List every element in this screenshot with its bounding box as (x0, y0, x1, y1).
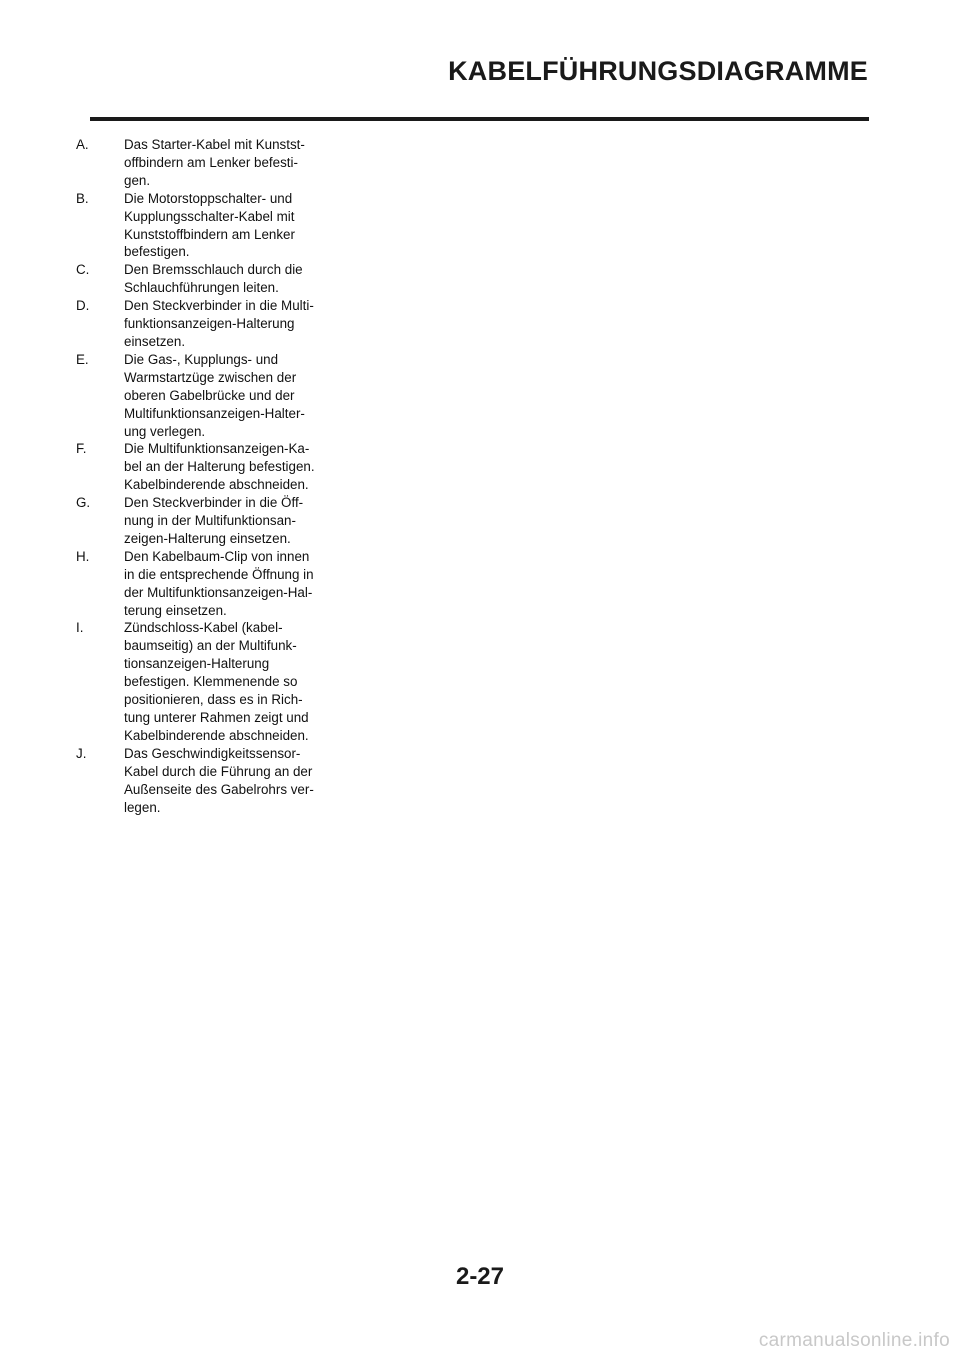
list-item (76, 619, 346, 744)
list-item (76, 136, 346, 190)
item-text: Die Motorstoppschalter- und Kupplungsschalter-Kabel mit Kunststoffbindern am Lenker befestigen. (124, 190, 295, 260)
item-text: Den Steckverbinder in die Multi- funktionsanzeigen-Halterung einsetzen. (124, 298, 314, 349)
item-marker: H. (76, 548, 90, 564)
item-marker: F. (76, 441, 87, 457)
item-marker: D. (76, 298, 90, 314)
list-item (76, 494, 346, 548)
item-text: Zündschloss-Kabel (kabel- baumseitig) an der Multifunk- tionsanzeigen-Halterung befestigen. Klemmenende so positionieren, dass es in Rich- tung unterer Rahmen zeigt und Kabelbinderende abschneiden. (124, 620, 309, 743)
item-marker: C. (76, 262, 90, 278)
item-text: Die Multifunktionsanzeigen-Ka- bel an der Halterung befestigen. Kabelbinderende abschneiden. (124, 441, 315, 493)
watermark: carmanualsonline.info (758, 1330, 950, 1351)
list-item (76, 745, 346, 817)
item-marker: I. (76, 620, 84, 636)
title-divider (90, 117, 869, 121)
list-item (76, 548, 346, 620)
item-text: Den Steckverbinder in die Öff- nung in der Multifunktionsan- zeigen-Halterung einsetzen. (124, 495, 304, 546)
item-marker: E. (76, 351, 89, 367)
item-text: Den Kabelbaum-Clip von innen in die entsprechende Öffnung in der Multifunktionsanzeigen-Hal- terung einsetzen. (124, 548, 314, 618)
item-text: Das Starter-Kabel mit Kunstst- offbindern am Lenker befesti- gen. (124, 137, 305, 188)
item-marker: A. (76, 137, 89, 152)
list-item (76, 261, 346, 297)
item-marker: G. (76, 495, 91, 511)
item-marker: J. (76, 745, 87, 761)
list-item (76, 297, 346, 351)
item-text: Das Geschwindigkeitssensor- Kabel durch die Führung an der Außenseite des Gabelrohrs ver- legen. (124, 745, 314, 815)
page-title: KABELFÜHRUNGSDIAGRAMME (448, 56, 868, 86)
item-text: Den Bremsschlauch durch die Schlauchführungen leiten. (124, 262, 303, 296)
list-item (76, 190, 346, 262)
instruction-list (76, 136, 346, 816)
item-text: Die Gas-, Kupplungs- und Warmstartzüge zwischen der oberen Gabelbrücke und der Multifunktionsanzeigen-Halter- ung verlegen. (124, 351, 305, 439)
list-item (76, 351, 346, 441)
page-number: 2-27 (455, 1263, 505, 1290)
list-item (76, 440, 346, 494)
item-marker: B. (76, 190, 89, 206)
